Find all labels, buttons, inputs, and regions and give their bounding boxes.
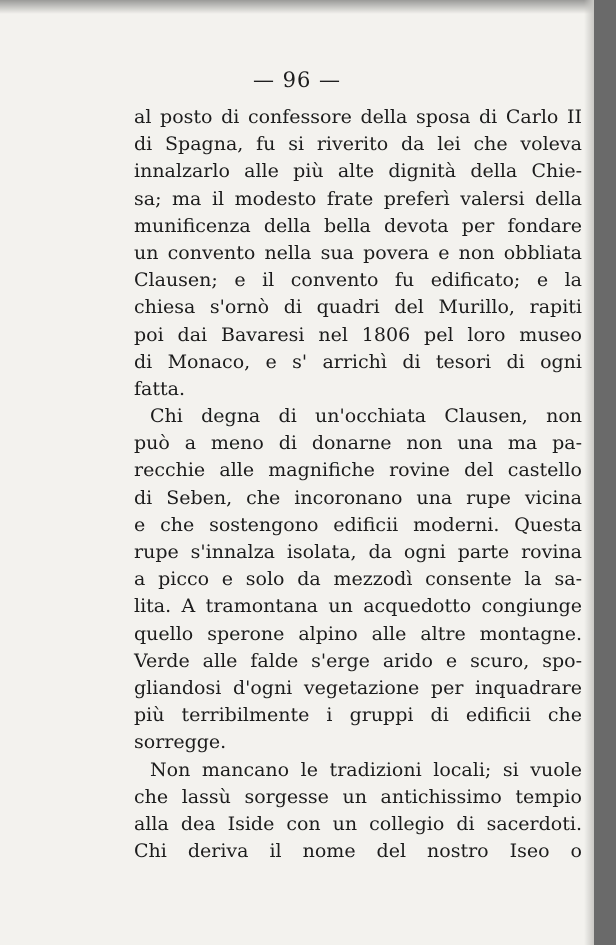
paragraph-start-line: Chi degna di un'occhiata Clausen, non: [150, 405, 582, 428]
body-text: [134, 104, 582, 865]
text-line: Chi deriva il nome del nostro Iseo o: [134, 840, 582, 863]
text-line: Clausen; e il convento fu edificato; e la: [134, 269, 582, 292]
text-line: sorregge.: [134, 731, 227, 754]
text-line: e che sostengono edificii moderni. Questa: [134, 513, 582, 536]
text-line: può a meno di donarne non una ma pa-: [134, 432, 582, 455]
text-line: munificenza della bella devota per fondare: [134, 214, 582, 237]
text-line: più terribilmente i gruppi di edificii che: [134, 704, 582, 727]
text-line: al posto di confessore della sposa di Carlo II: [134, 106, 582, 128]
text-line: alla dea Iside con un collegio di sacerdoti.: [134, 812, 582, 835]
text-line: di Spagna, fu si riverito da lei che voleva: [134, 133, 582, 156]
text-line: di Seben, che incoronano una rupe vicina: [134, 486, 582, 509]
text-line: Verde alle falde s'erge arido e scuro, spo-: [134, 649, 582, 672]
text-line: che lassù sorgesse un antichissimo tempio: [134, 785, 582, 808]
text-line: poi dai Bavaresi nel 1806 pel loro museo: [134, 323, 582, 346]
text-line: innalzarlo alle più alte dignità della Chie-: [134, 160, 582, 183]
page-number: — 96 —: [252, 68, 342, 92]
text-line: rupe s'innalza isolata, da ogni parte rovina: [134, 541, 582, 563]
text-line: di Monaco, e s' arrichì di tesori di ogni: [134, 350, 582, 373]
text-line: gliandosi d'ogni vegetazione per inquadrare: [134, 676, 582, 699]
text-line: a picco e solo da mezzodì consente la sa-: [134, 568, 582, 591]
text-line: sa; ma il modesto frate preferì valersi della: [134, 187, 582, 210]
text-line: lita. A tramontana un acquedotto congiunge: [134, 595, 582, 618]
text-line: fatta.: [134, 377, 185, 400]
paragraph-start-line: Non mancano le tradizioni locali; si vuole: [150, 758, 582, 781]
text-line: quello sperone alpino alle altre montagne.: [134, 622, 582, 645]
text-line: un convento nella sua povera e non obbliata: [134, 241, 582, 264]
text-line: recchie alle magnifiche rovine del castello: [134, 459, 582, 482]
text-line: chiesa s'ornò di quadri del Murillo, rapiti: [134, 296, 582, 319]
